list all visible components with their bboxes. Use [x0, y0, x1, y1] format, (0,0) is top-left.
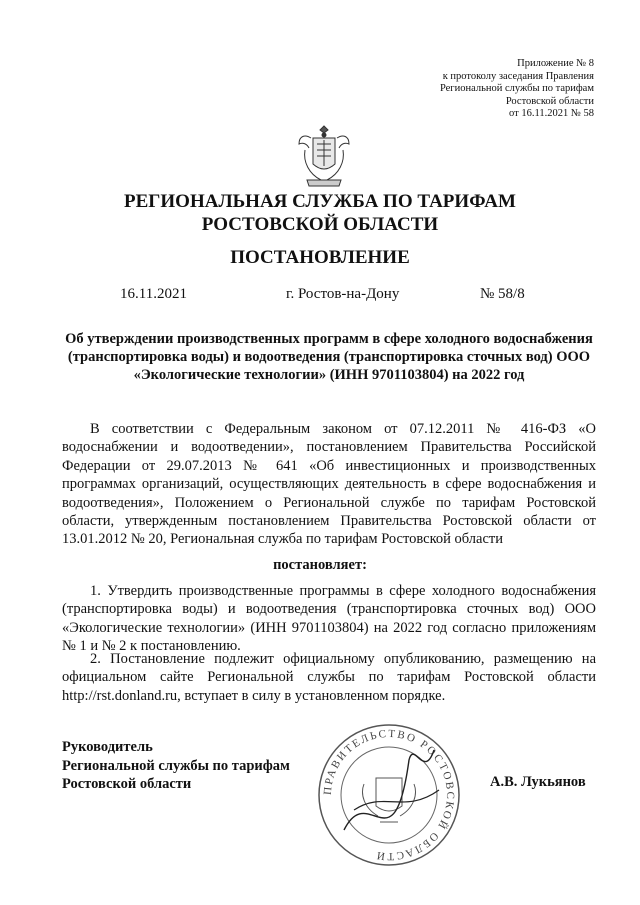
document-type: ПОСТАНОВЛЕНИЕ	[230, 247, 410, 268]
appendix-note	[374, 58, 594, 121]
signatory-title-line: Региональной службы по тарифам	[62, 757, 290, 774]
document-number: № 58/8	[480, 286, 525, 302]
official-seal-icon	[314, 720, 464, 870]
appendix-line: Региональной службы по тарифам	[439, 83, 594, 94]
appendix-line: от 16.11.2021 № 58	[509, 108, 594, 119]
decree-word: постановляет:	[273, 557, 367, 573]
appendix-line: к протоколу заседания Правления	[442, 70, 594, 82]
decree-item-1: 1. Утвердить производственные программы в сфере холодного водоснабжения (транспортировка воды) и водоотведения (транспортировка сточных вод) ООО «Экологические технологии» (ИНН 9701103804) на 2022 год согласно приложениям № 1 и № 2 к постановлению.	[62, 583, 596, 655]
organization-name	[0, 190, 640, 236]
signatory-title	[62, 738, 290, 794]
document-city: г. Ростов-на-Дону	[286, 286, 400, 302]
document-date: 16.11.2021	[120, 286, 187, 302]
organization-line: РОСТОВСКОЙ ОБЛАСТИ	[201, 214, 439, 235]
seal-text: ПРАВИТЕЛЬСТВО РОСТОВСКОЙ ОБЛАСТИ	[321, 727, 457, 863]
coat-of-arms-icon	[295, 120, 353, 190]
appendix-line: Приложение № 8	[517, 58, 594, 69]
preamble-paragraph: В соответствии с Федеральным законом от 07.12.2011 № 416-ФЗ «О водоснабжении и водоотведении», постановлением Правительства Российской Федерации от 29.07.2013 № 641 «Об инвестиционных и производственных программах организаций, осуществляющих деятельность в сфере водоснабжения и водоотведения», Положением о Региональной службе по тарифам Ростовской области, утвержденным постановлением Правительства Ростовской области от 13.01.2012 № 20, Региональная служба по тарифам Ростовской области	[62, 421, 596, 548]
organization-line: РЕГИОНАЛЬНАЯ СЛУЖБА ПО ТАРИФАМ	[124, 191, 516, 212]
appendix-line: Ростовской области	[505, 95, 594, 107]
document-subject: Об утверждении производственных программ в сфере холодного водоснабжения (транспортировка воды) и водоотведения (транспортировка сточных вод) ООО «Экологические технологии» (ИНН 9701103804) на 2022 год	[65, 331, 593, 383]
signatory-title-line: Ростовской области	[62, 776, 192, 792]
svg-text:ПРАВИТЕЛЬСТВО РОСТОВСКОЙ ОБЛАС	[322, 728, 456, 862]
decree-item-2: 2. Постановление подлежит официальному опубликованию, размещению на официальном сайте Региональной службы по тарифам Ростовской области http://rst.donland.ru, вступает в силу в установленном порядке.	[62, 651, 596, 704]
signatory-title-line: Руководитель	[62, 739, 153, 755]
signatory-name: А.В. Лукьянов	[490, 774, 586, 790]
